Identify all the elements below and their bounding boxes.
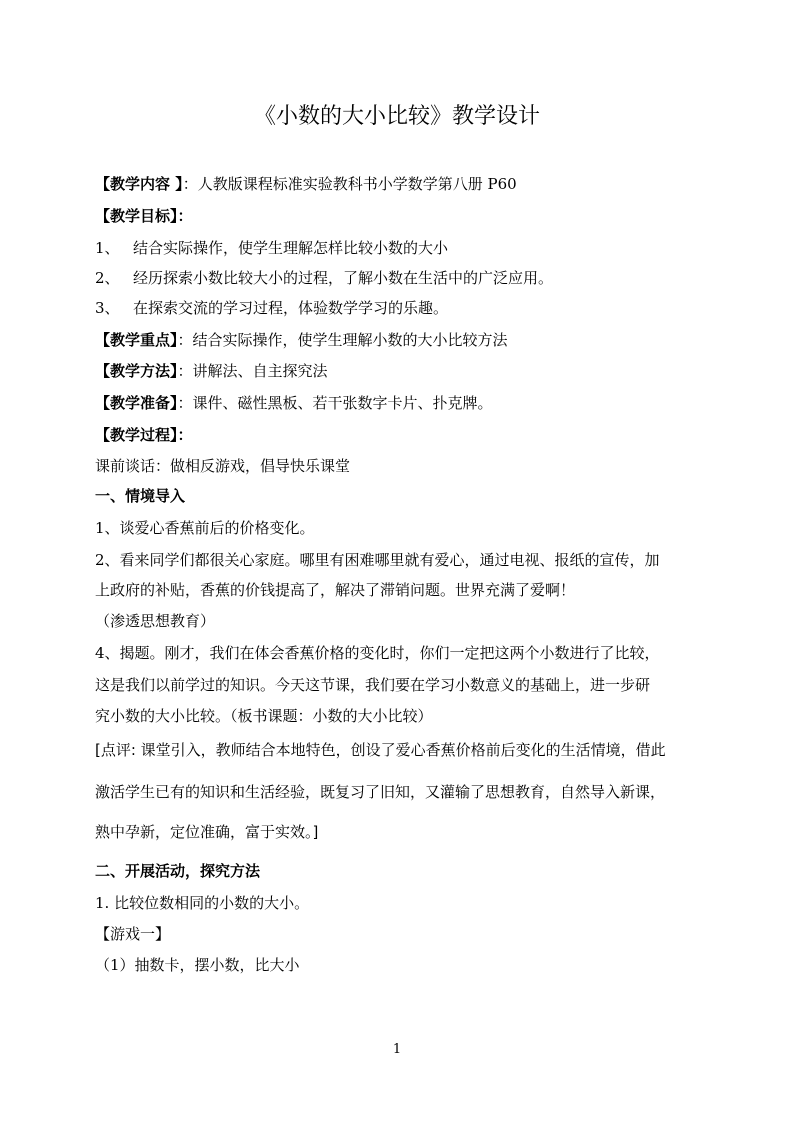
goal-text: 结合实际操作，使学生理解怎样比较小数的大小 — [133, 239, 449, 257]
comment-line-2: 激活学生已有的知识和生活经验，既复习了旧知，又灌输了思想教育，自然导入新课， — [95, 783, 666, 801]
goal-number: 1、 — [95, 239, 120, 257]
process-label: 【教学过程】： — [95, 426, 193, 444]
section-1-item-1: 1、谈爱心香蕉前后的价格变化。 — [95, 519, 315, 537]
game-1-step-1: （1）抽数卡，摆小数，比大小 — [95, 956, 300, 974]
teaching-content-label: 【教学内容 】 — [95, 175, 183, 193]
section-1-item-4-line-2: 这是我们以前学过的知识。今天这节课，我们要在学习小数意义的基础上，进一步研 — [95, 676, 651, 694]
teaching-goals-label: 【教学目标】： — [95, 207, 193, 225]
page-number: 1 — [392, 1042, 402, 1057]
method-label: 【教学方法】 — [95, 362, 178, 380]
comment-line-3: 熟中孕新，定位准确，富于实效。] — [95, 823, 319, 841]
document-title: 《小数的大小比较》教学设计 — [253, 104, 540, 129]
preparation-label: 【教学准备】 — [95, 394, 178, 412]
preparation-text: ：课件、磁性黑板、若干张数字卡片、扑克牌。 — [177, 394, 493, 412]
goal-number: 2、 — [95, 269, 120, 287]
section-1-item-4-line-3: 究小数的大小比较。（板书课题：小数的大小比较） — [95, 707, 433, 725]
goal-item — [95, 266, 705, 290]
pre-class-talk: 课前谈话：做相反游戏，倡导快乐课堂 — [95, 457, 351, 475]
section-1-item-4-line-1: 4、揭题。刚才，我们在体会香蕉价格的变化时，你们一定把这两个小数进行了比较， — [95, 644, 660, 662]
section-2-item-1: 1. 比较位数相同的小数的大小。 — [95, 894, 310, 912]
goal-number: 3、 — [95, 299, 120, 317]
key-point-text: ：结合实际操作，使学生理解小数的大小比较方法 — [177, 331, 508, 349]
section-1-item-2-line-1: 2、看来同学们都很关心家庭。哪里有困难哪里就有爱心，通过电视、报纸的宣传，加 — [95, 551, 660, 569]
comment-line-1: [点评: 课堂引入，教师结合本地特色，创设了爱心香蕉价格前后变化的生活情境，借此 — [95, 741, 666, 759]
method-line — [95, 359, 705, 383]
section-1-item-2-line-2: 上政府的补贴，香蕉的价钱提高了，解决了滞销问题。世界充满了爱啊！ — [95, 581, 576, 599]
section-1-note: （渗透思想教育） — [95, 612, 216, 630]
teaching-content-line — [95, 172, 705, 196]
game-1-label: 【游戏一】 — [95, 925, 171, 943]
goal-item — [95, 296, 705, 320]
key-point-label: 【教学重点】 — [95, 331, 178, 349]
section-1-heading: 一、情境导入 — [95, 487, 186, 505]
preparation-line — [95, 391, 705, 415]
section-2-heading: 二、开展活动，探究方法 — [95, 862, 261, 880]
method-text: ：讲解法、自主探究法 — [177, 362, 328, 380]
goal-text: 在探索交流的学习过程，体验数学学习的乐趣。 — [133, 299, 449, 317]
key-point-line — [95, 328, 705, 352]
goal-text: 经历探索小数比较大小的过程，了解小数在生活中的广泛应用。 — [133, 269, 554, 287]
goal-item — [95, 236, 705, 260]
teaching-content-text: ：人教版课程标准实验教科书小学数学第八册 P60 — [182, 175, 517, 193]
